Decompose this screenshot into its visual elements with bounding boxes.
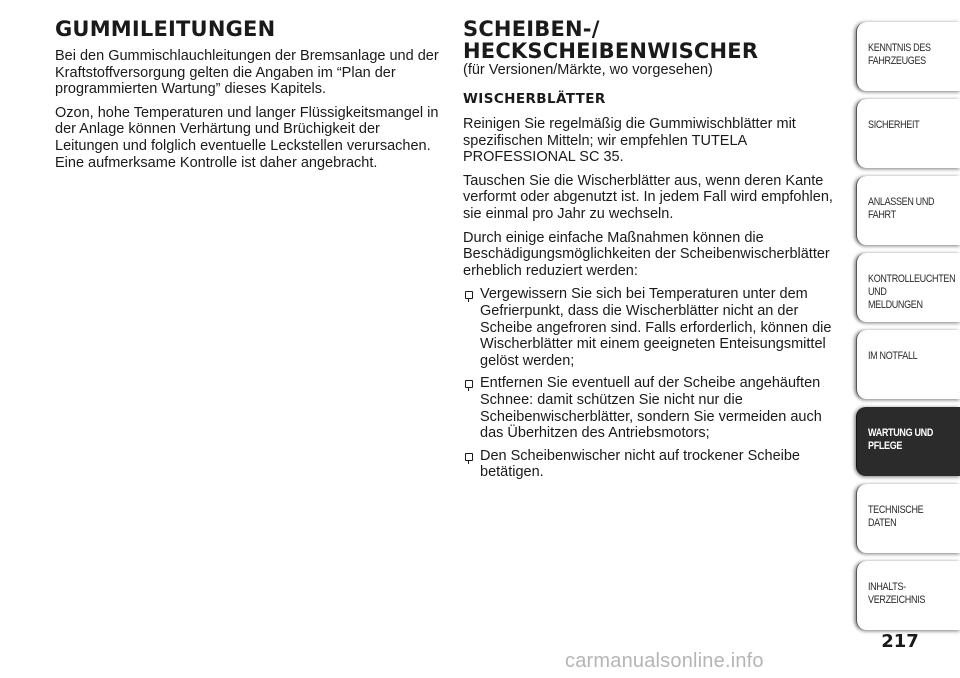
title-line-1: SCHEIBEN-/: [463, 17, 600, 41]
title-line-2: HECKSCHEIBENWISCHER: [463, 39, 759, 63]
list-item-text: Den Scheibenwischer nicht auf trockener Scheibe betätigen.: [480, 447, 800, 481]
tab-label: INHALTS- VERZEICHNIS: [868, 581, 926, 606]
paragraph: Bei den Gummischlauchleitungen der Bremsanlage und der Kraftstoffversorgung gelten die Angaben im “Plan der programmierten Wartung” dieses Kapitels.: [55, 48, 439, 98]
paragraph: Ozon, hohe Temperaturen und langer Flüssigkeitsmangel in der Anlage können Verhärtung und Brüchigkeit der Leitungen und folglich eventuelle Leckstellen verursachen. Eine aufmerksame Kontrolle ist daher angebracht.: [55, 104, 439, 171]
watermark: carmanualsonline.info: [565, 650, 764, 672]
tab-anlassen-und-fahrt[interactable]: [856, 176, 960, 245]
left-column: [55, 18, 440, 178]
tab-label: KENNTNIS DES FAHRZEUGES: [868, 42, 931, 67]
tab-sicherheit[interactable]: [856, 99, 960, 168]
list-item: [463, 448, 848, 481]
bullet-icon: [465, 291, 473, 299]
tab-label: SICHERHEIT: [868, 119, 920, 131]
tab-label: IM NOTFALL: [868, 350, 918, 362]
tab-inhaltsverzeichnis[interactable]: [856, 561, 960, 630]
list-item: [463, 375, 848, 441]
list-item: [463, 286, 848, 369]
tab-technische-daten[interactable]: [856, 484, 960, 553]
paragraph: Reinigen Sie regelmäßig die Gummiwischblätter mit spezifischen Mitteln; wir empfehlen TUTELA PROFESSIONAL SC 35.: [463, 116, 796, 166]
tab-im-notfall[interactable]: [856, 330, 960, 399]
section-title-gummileitungen: GUMMILEITUNGEN: [55, 17, 276, 41]
list-item-text: Vergewissern Sie sich bei Temperaturen unter dem Gefrierpunkt, dass die Wischerblätter nicht an der Scheibe angefroren sind. Falls erforderlich, können die Wischerblätter mit einem geeigneten Enteisungsmittel gelöst werden;: [480, 286, 832, 369]
tab-kenntnis-des-fahrzeuges[interactable]: [856, 22, 960, 91]
bullet-icon: [465, 380, 473, 388]
paragraph: Durch einige einfache Maßnahmen können die Beschädigungsmöglichkeiten der Scheibenwischerblätter erheblich reduziert werden:: [463, 229, 830, 279]
right-column: [463, 18, 848, 487]
bullet-icon: [465, 453, 473, 461]
tab-label: ANLASSEN UND FAHRT: [868, 196, 935, 221]
tab-kontrolleuchten-und-meldungen[interactable]: [856, 253, 960, 322]
tab-wartung-und-pflege[interactable]: [856, 407, 960, 476]
chapter-tabs: [856, 22, 960, 638]
section-title-scheibenwischer: [463, 18, 848, 62]
paragraph: Tauschen Sie die Wischerblätter aus, wenn deren Kante verformt oder abgenutzt ist. In jedem Fall wird empfohlen, sie einmal pro Jahr zu wechseln.: [463, 172, 833, 222]
subsection-heading-wischerblaetter: WISCHERBLÄTTER: [463, 91, 606, 107]
page-number: 217: [881, 631, 919, 652]
tab-label: WARTUNG UND PFLEGE: [868, 427, 934, 452]
list-item-text: Entfernen Sie eventuell auf der Scheibe angehäuften Schnee: damit schützen Sie nicht nur die Scheibenwischerblätter, sondern Sie vermeiden auch das Überhitzen des Antriebsmotors;: [480, 375, 822, 442]
section-subtitle: (für Versionen/Märkte, wo vorgesehen): [463, 62, 713, 78]
bullet-list: [463, 286, 848, 481]
tab-label: TECHNISCHE DATEN: [868, 504, 924, 529]
tab-label: KONTROLLEUCHTEN UND MELDUNGEN: [868, 273, 956, 311]
